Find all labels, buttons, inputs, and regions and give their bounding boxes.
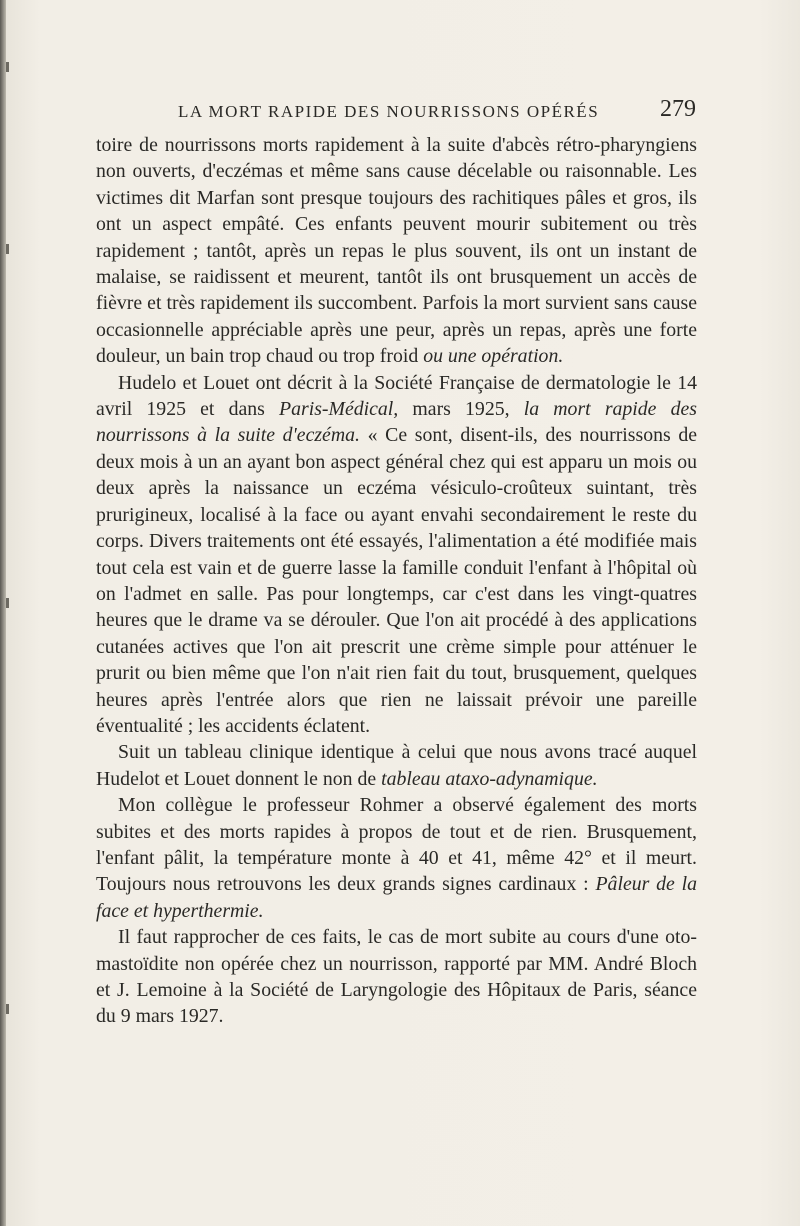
running-title: LA MORT RAPIDE DES NOURRISSONS OPÉRÉS bbox=[178, 102, 600, 121]
binding-edge bbox=[0, 0, 6, 1226]
text-span-italic: Paris-Médical, bbox=[279, 398, 399, 421]
page-number: 279 bbox=[660, 96, 696, 122]
margin-mark bbox=[6, 598, 9, 608]
paragraph bbox=[96, 370, 697, 740]
paragraph bbox=[96, 739, 697, 792]
margin-mark bbox=[6, 1004, 9, 1014]
text-span: Mon collègue le professeur Rohmer a observé également des morts subites et des morts rapides à propos de tout et de rien. Brusquement, l'enfant pâlit, la température monte à 40 et 41, même 42° et il meurt. Toujours nous retrouvons les deux grands signes cardinaux : bbox=[96, 794, 697, 896]
running-header bbox=[178, 98, 696, 128]
text-span-italic: ou une opération. bbox=[423, 345, 564, 368]
text-span: Hudelo et Louet ont décrit à la Société Française de dermatologie le 14 avril 1925 et dans bbox=[96, 371, 697, 421]
margin-mark bbox=[6, 244, 9, 254]
paragraph bbox=[96, 792, 697, 924]
text-span-italic: Pâleur de la face et hyperthermie. bbox=[96, 873, 697, 922]
text-span: mars 1925, bbox=[398, 398, 524, 421]
margin-mark bbox=[6, 62, 9, 72]
text-span: « Ce sont, disent-ils, des nourrissons de deux mois à un an ayant bon aspect général chez qui est apparu un mois ou deux après la naissance un eczéma vésiculo-croûteux suintant, très prurigineux, localisé à la face ou ayant envahi secondairement le reste du corps. Divers traitements ont été essayés, l'alimentation a été modifiée mais tout cela est vain et de guerre lasse la famille conduit l'enfant à l'hôpital où on l'admet en salle. Pas pour longtemps, car c'est dans les vingt-quatres heures que le drame va se dérouler. Que l'on ait procédé à des applications cutanées actives que l'on ait prescrit une crème simple pour atténuer le prurit ou bien même que l'on n'ait rien fait du tout, brusquement, quelques heures après l'entrée alors que rien ne laissait prévoir une pareille éventualité ; les accidents éclatent. bbox=[96, 424, 697, 737]
text-span: toire de nourrissons morts rapidement à la suite d'abcès rétro-pharyngiens non ouverts, d'eczémas et même sans cause décelable ou raisonnable. Les victimes dit Marfan sont presque toujours des rachitiques pâles et gros, ils ont un aspect empâté. Ces enfants peuvent mourir subitement ou très rapidement ; tantôt, après un repas le plus souvent, ils ont un instant de malaise, se raidissent et meurent, tantôt ils ont brusquement un accès de fièvre et très rapidement ils succombent. Parfois la mort survient sans cause occasionnelle appréciable après une peur, après un repas, après une forte douleur, un bain trop chaud ou trop froid bbox=[96, 134, 697, 368]
text-span-italic: tableau ataxo-adynamique. bbox=[381, 767, 598, 790]
text-span: Suit un tableau clinique identique à celui que nous avons tracé auquel Hudelot et Louet donnent le non de bbox=[96, 741, 697, 790]
paragraph bbox=[96, 132, 697, 370]
paragraph bbox=[96, 924, 697, 1030]
body-text bbox=[96, 132, 697, 1030]
text-span-italic: la mort rapide des nourrissons à la suite d'eczéma. bbox=[96, 398, 697, 447]
text-span: Il faut rapprocher de ces faits, le cas de mort subite au cours d'une oto-mastoïdite non opérée chez un nourrisson, rapporté par MM. André Bloch et J. Lemoine à la Société de Laryngologie des Hôpitaux de Paris, séance du 9 mars 1927. bbox=[96, 926, 697, 1028]
